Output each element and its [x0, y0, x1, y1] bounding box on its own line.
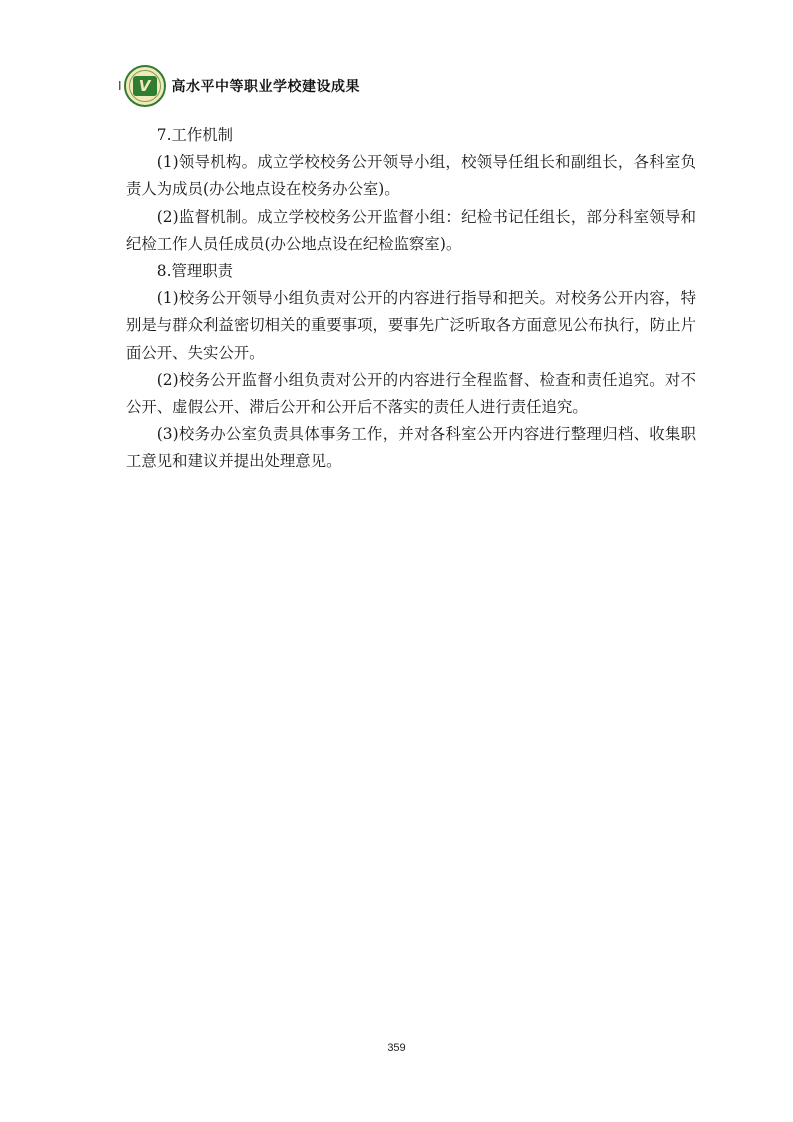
paragraph-leadership-duty: (1)校务公开领导小组负责对公开的内容进行指导和把关。对校务公开内容，特别是与群众利益密切相关的重要事项，要事先广泛听取各方面意见公布执行，防止片面公开、失实公开。	[126, 289, 696, 362]
school-logo-icon	[124, 65, 166, 107]
header-title: 高水平中等职业学校建设成果	[171, 79, 361, 95]
logo-inner	[133, 76, 157, 96]
page-header	[118, 64, 360, 108]
section-heading-management-duties: 8.管理职责	[156, 262, 234, 281]
paragraph-supervision-duty: (2)校务公开监督小组负责对公开的内容进行全程监督、检查和责任追究。对不公开、虚假公开、滞后公开和公开后不落实的责任人进行责任追究。	[126, 370, 696, 417]
paragraph-leadership-body: (1)领导机构。成立学校校务公开领导小组，校领导任组长和副组长，各科室负责人为成员(办公地点设在校务办公室)。	[126, 153, 696, 199]
header-mark: I	[118, 79, 122, 93]
logo-v-glyph: V	[138, 76, 151, 95]
paragraph-office-duty: (3)校务办公室负责具体事务工作，并对各科室公开内容进行整理归档、收集职工意见和建议并提出处理意见。	[126, 425, 696, 471]
page-number: 359	[387, 1042, 406, 1054]
document-body	[126, 122, 696, 476]
paragraph-supervision-mechanism: (2)监督机制。成立学校校务公开监督小组：纪检书记任组长，部分科室领导和纪检工作人员任成员(办公地点设在纪检监察室)。	[126, 207, 696, 253]
section-heading-work-mechanism: 7.工作机制	[156, 126, 234, 144]
